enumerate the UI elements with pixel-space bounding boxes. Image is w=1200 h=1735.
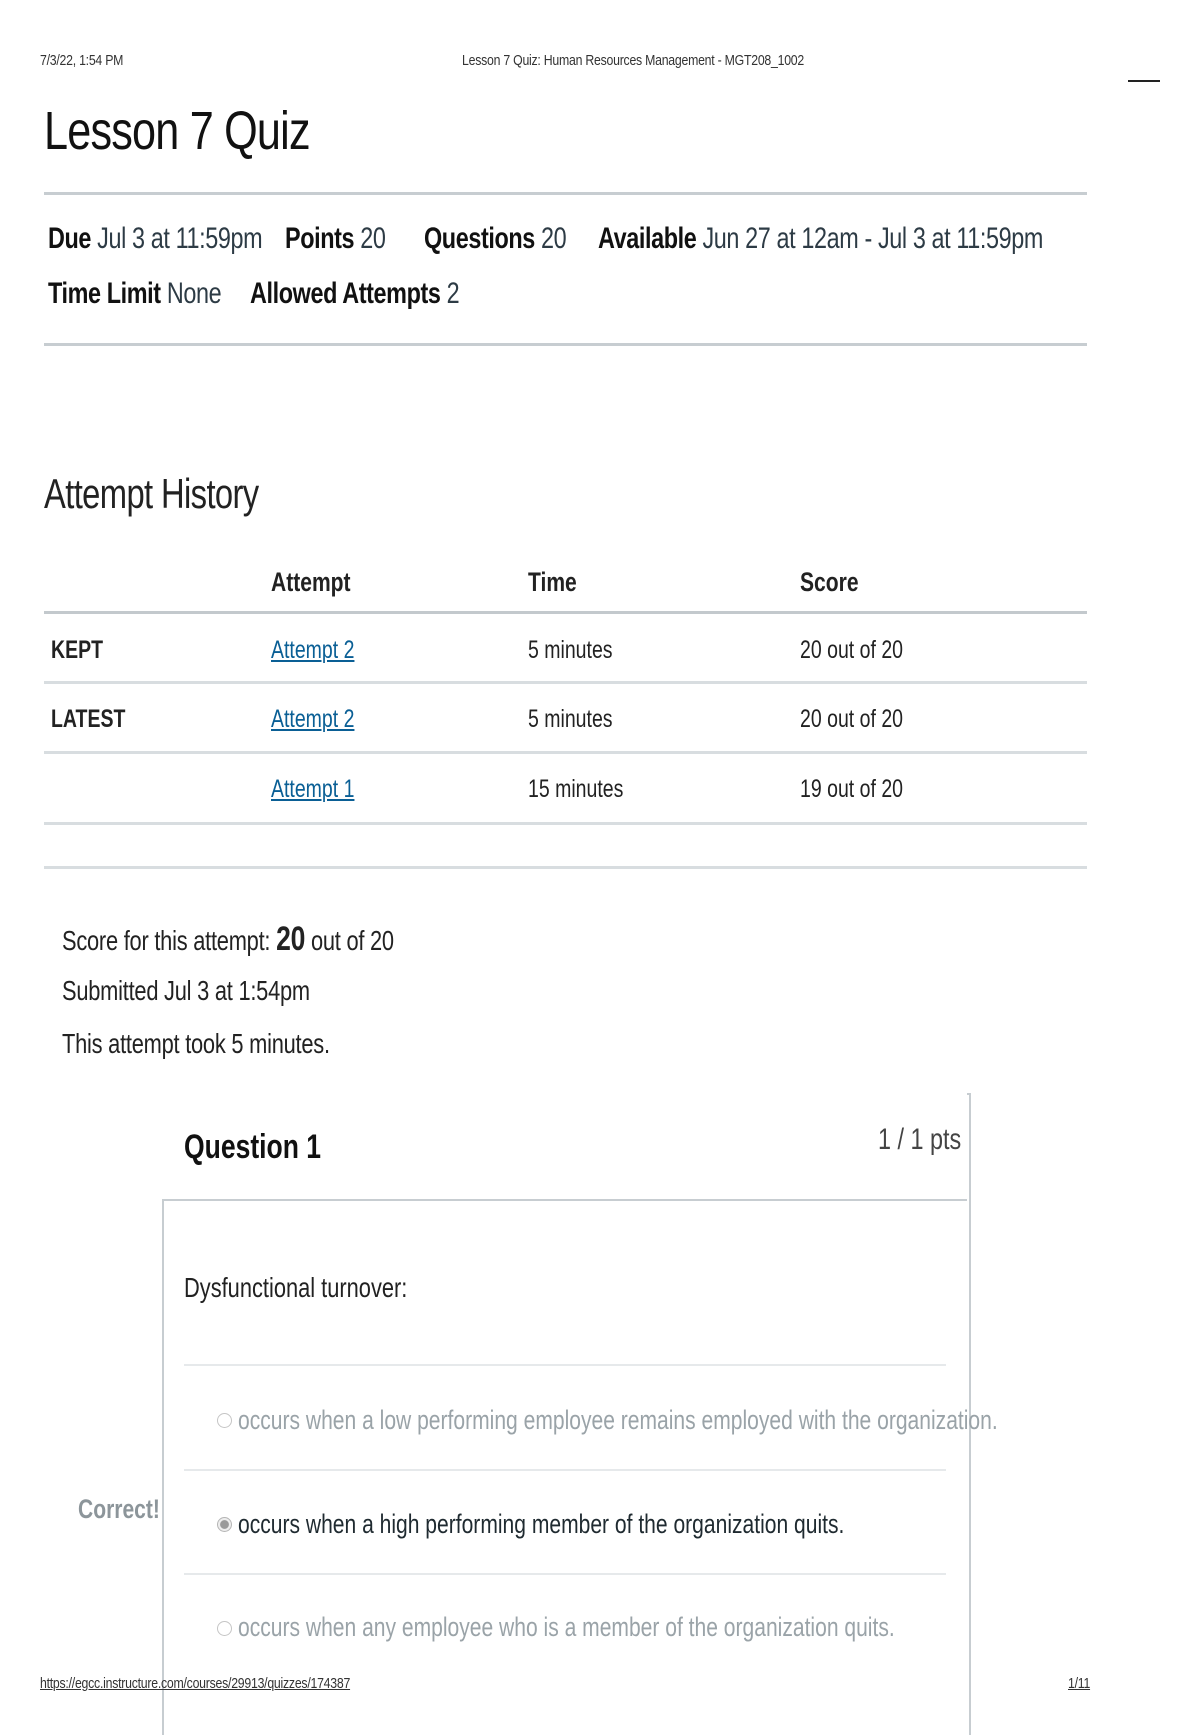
allowed-attempts-value: 2 [446, 277, 460, 310]
question-points: 1 / 1 pts [878, 1123, 962, 1156]
answer-divider [184, 1364, 946, 1366]
attempt-score: 20 out of 20 [800, 705, 904, 733]
radio-button[interactable] [217, 1413, 232, 1428]
table-header-divider [44, 611, 1087, 614]
questions-info [424, 222, 566, 256]
available-value: Jun 27 at 12am - Jul 3 at 11:59pm [702, 222, 1044, 255]
row-divider [44, 681, 1087, 684]
attempt-link-text[interactable]: Attempt 2 [271, 705, 355, 733]
attempt-score: 20 out of 20 [800, 636, 904, 664]
page-number: 1/11 [1068, 1675, 1091, 1692]
row-divider [44, 751, 1087, 754]
attempt-link[interactable] [271, 775, 354, 804]
correct-indicator: Correct! [78, 1494, 160, 1524]
column-header-time: Time [528, 567, 577, 597]
submitted-time: Submitted Jul 3 at 1:54pm [62, 975, 310, 1006]
page-url: https://egcc.instructure.com/courses/29913/quizzes/174387 [40, 1675, 351, 1692]
print-page-title: Lesson 7 Quiz: Human Resources Management - MGT208_1002 [462, 52, 804, 69]
print-date: 7/3/22, 1:54 PM [40, 52, 124, 69]
available-info [598, 222, 1043, 256]
divider [44, 192, 1087, 195]
attempt-status-label: LATEST [51, 705, 126, 733]
time-limit-info [48, 277, 221, 311]
answer-text: occurs when any employee who is a member of the organization quits. [238, 1612, 895, 1642]
attempt-status-label: KEPT [51, 636, 104, 664]
divider [44, 866, 1087, 869]
column-header-attempt: Attempt [271, 567, 351, 597]
attempt-time: 15 minutes [528, 775, 624, 803]
attempt-time: 5 minutes [528, 705, 613, 733]
divider [44, 343, 1087, 346]
due-value: Jul 3 at 11:59pm [97, 222, 263, 255]
attempt-history-title: Attempt History [44, 470, 259, 517]
attempt-score-summary [62, 920, 394, 959]
points-value: 20 [360, 222, 386, 255]
radio-button[interactable] [217, 1621, 232, 1636]
points-label: Points [285, 222, 355, 255]
score-suffix: out of 20 [305, 925, 394, 956]
time-limit-value: None [166, 277, 222, 310]
attempt-link-text[interactable]: Attempt 1 [271, 775, 355, 803]
answer-divider [184, 1469, 946, 1471]
column-header-score: Score [800, 567, 859, 597]
quiz-title: Lesson 7 Quiz [44, 101, 310, 161]
questions-value: 20 [541, 222, 567, 255]
due-info [48, 222, 262, 256]
answer-divider [184, 1573, 946, 1575]
attempt-link[interactable] [271, 636, 354, 665]
row-divider [44, 822, 1087, 825]
radio-button-selected[interactable] [217, 1517, 232, 1532]
points-info [285, 222, 386, 256]
dash-mark [1128, 80, 1160, 82]
due-label: Due [48, 222, 92, 255]
allowed-attempts-info [250, 277, 459, 311]
questions-label: Questions [424, 222, 535, 255]
attempt-link[interactable] [271, 705, 354, 734]
attempt-time: 5 minutes [528, 636, 613, 664]
attempt-score: 19 out of 20 [800, 775, 904, 803]
allowed-attempts-label: Allowed Attempts [250, 277, 441, 310]
question-text: Dysfunctional turnover: [184, 1272, 408, 1303]
score-prefix: Score for this attempt: [62, 925, 277, 956]
answer-text: occurs when a low performing employee remains employed with the organization. [238, 1405, 998, 1435]
time-limit-label: Time Limit [48, 277, 161, 310]
score-value: 20 [276, 920, 306, 958]
attempt-duration: This attempt took 5 minutes. [62, 1028, 330, 1059]
available-label: Available [598, 222, 697, 255]
answer-text: occurs when a high performing member of the organization quits. [238, 1509, 845, 1539]
attempt-link-text[interactable]: Attempt 2 [271, 636, 355, 664]
question-title: Question 1 [184, 1128, 322, 1166]
